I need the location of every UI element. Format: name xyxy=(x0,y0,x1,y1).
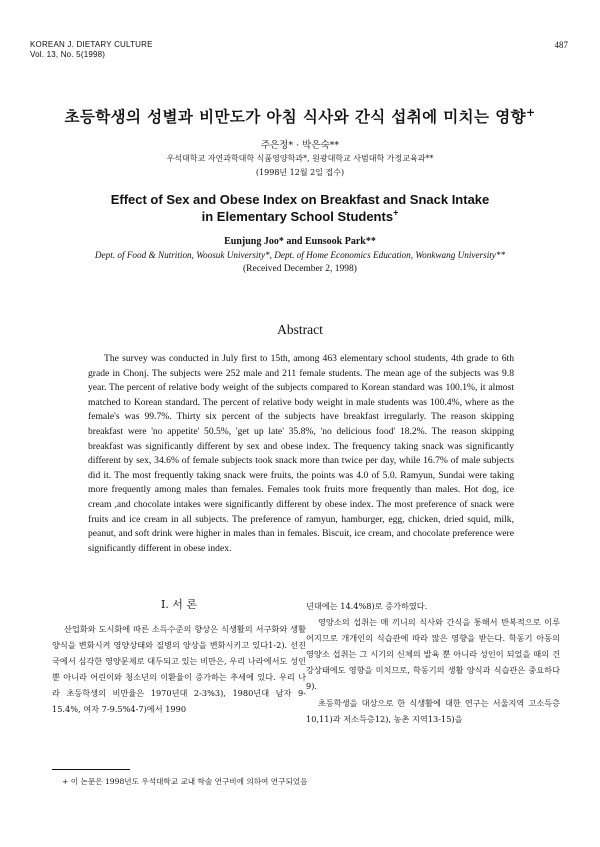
footnote-divider xyxy=(52,769,130,770)
korean-authors: 주은정* · 박은숙** xyxy=(260,140,340,151)
english-received-date: (Received December 2, 1998) xyxy=(243,264,357,274)
journal-header xyxy=(30,40,153,60)
korean-title-text: 초등학생의 성별과 비만도가 아침 식사와 간식 섭취에 미치는 영향 xyxy=(64,107,526,126)
english-authors: Eunjung Joo* and Eunsook Park** xyxy=(224,236,376,247)
korean-received-date: (1998년 12월 2일 접수) xyxy=(255,168,345,177)
footnote: + 이 논문은 1998년도 우석대학교 교내 학술 연구비에 의하여 연구되었음 xyxy=(62,777,308,786)
korean-affiliation: 우석대학교 자연과학대학 식품영양학과*, 원광대학교 사범대학 가정교육과** xyxy=(166,154,434,163)
english-title xyxy=(0,191,600,225)
page-number: 487 xyxy=(554,40,568,50)
english-title-line2: in Elementary School Students xyxy=(201,209,394,224)
right-column xyxy=(306,598,560,727)
intro-paragraph-3: 초등학생을 대상으로 한 식생활에 대한 연구는 서울지역 고소득층10,11)과 저소득층12), 농촌 지역13-15)을 xyxy=(306,697,560,724)
left-column xyxy=(52,597,306,718)
english-title-line1: Effect of Sex and Obese Index on Breakfast and Snack Intake xyxy=(110,192,490,207)
section-heading-introduction: I. 서 론 xyxy=(160,598,198,611)
journal-volume: Vol. 13, No. 5(1998) xyxy=(30,50,106,59)
intro-paragraph-1: 산업화와 도시화에 따른 소득수준의 향상은 식생활의 서구화와 생활 양식을 변화시켜 영양상태와 질병의 양상을 변화시키고 있다1-2). 선진국에서 심각한 영양문제로 대두되고 있는 비만은, 우리 나라에서도 성인뿐 아니라 어린이와 청소년의 이환율이 증가하는 추세에 있다. 우리 나라 초등학생의 비만율은 1970년대 2-3%3), 1980년대 남자 9-15.4%, 여자 7-9.5%4-7)에서 1990 xyxy=(52,624,306,715)
abstract-body: The survey was conducted in July first to 15th, among 463 elementary school students, 4th grade to 6th grade in Chonj. The subjects were 252 male and 211 female students. The mean age of the subjects was 9.8 year. The percent of relative body weight of the subjects compared to Korean standard was 100.1%, it almost matched to Korean standard. The percent of relative body weight in male students was 100.4%, where as the female's was 99.7%. Thirty six percent of the subjects have breakfast irregularly. The reason skipping breakfast were 'no appetite' 50.5%, 'get up late' 35.8%, 'no delicious food' 18.2%. The reason skipping breakfast was significantly different by sex and obese index. The frequency taking snack was significantly different by sex, 34.6% of female subjects took snack more than twice per day, while 16.7% of male subjects did it. The most frequently taking snack were fruits, the points was 4.0 of 5.0. Ramyun, Sundai were taking more frequently among males than females. Females took fruits more frequently than males. Hot dog, ice cream ,and chocolate intakes were significantly different by obese index. The most preference of snack were fruits and ice cream in all subjects. The preference of ramyun, hamburger, egg, chicken, dried squid, milk, peanut, and soft drink were higher in males than in females. Biscuit, ice cream, and chocolate preference were significantly different in obese index. xyxy=(88,353,514,554)
english-title-mark: + xyxy=(393,207,399,218)
abstract-heading: Abstract xyxy=(277,322,323,337)
english-affiliation: Dept. of Food & Nutrition, Woosuk University*, Dept. of Home Economics Education, Wonkwang University** xyxy=(94,250,506,260)
english-title-line2-wrap xyxy=(0,208,600,225)
intro-paragraph-1-continued: 년대에는 14.4%8)로 증가하였다. xyxy=(306,601,428,611)
intro-paragraph-2: 영양소의 섭취는 매 끼니의 식사와 간식을 통해서 반복적으로 이루어지므로 개개인의 식습관에 따라 많은 영향을 받는다. 학동기 아동의 영양소 섭취는 그 시기의 신체의 발육 뿐 아니라 성인이 되었을 때의 건강상태에도 영향을 미치므로, 학동기의 생활 양식과 식습관은 중요하다9). xyxy=(306,617,560,692)
korean-title xyxy=(0,105,600,127)
korean-title-mark: + xyxy=(525,105,536,119)
journal-name: KOREAN J. DIETARY CULTURE xyxy=(30,40,153,49)
